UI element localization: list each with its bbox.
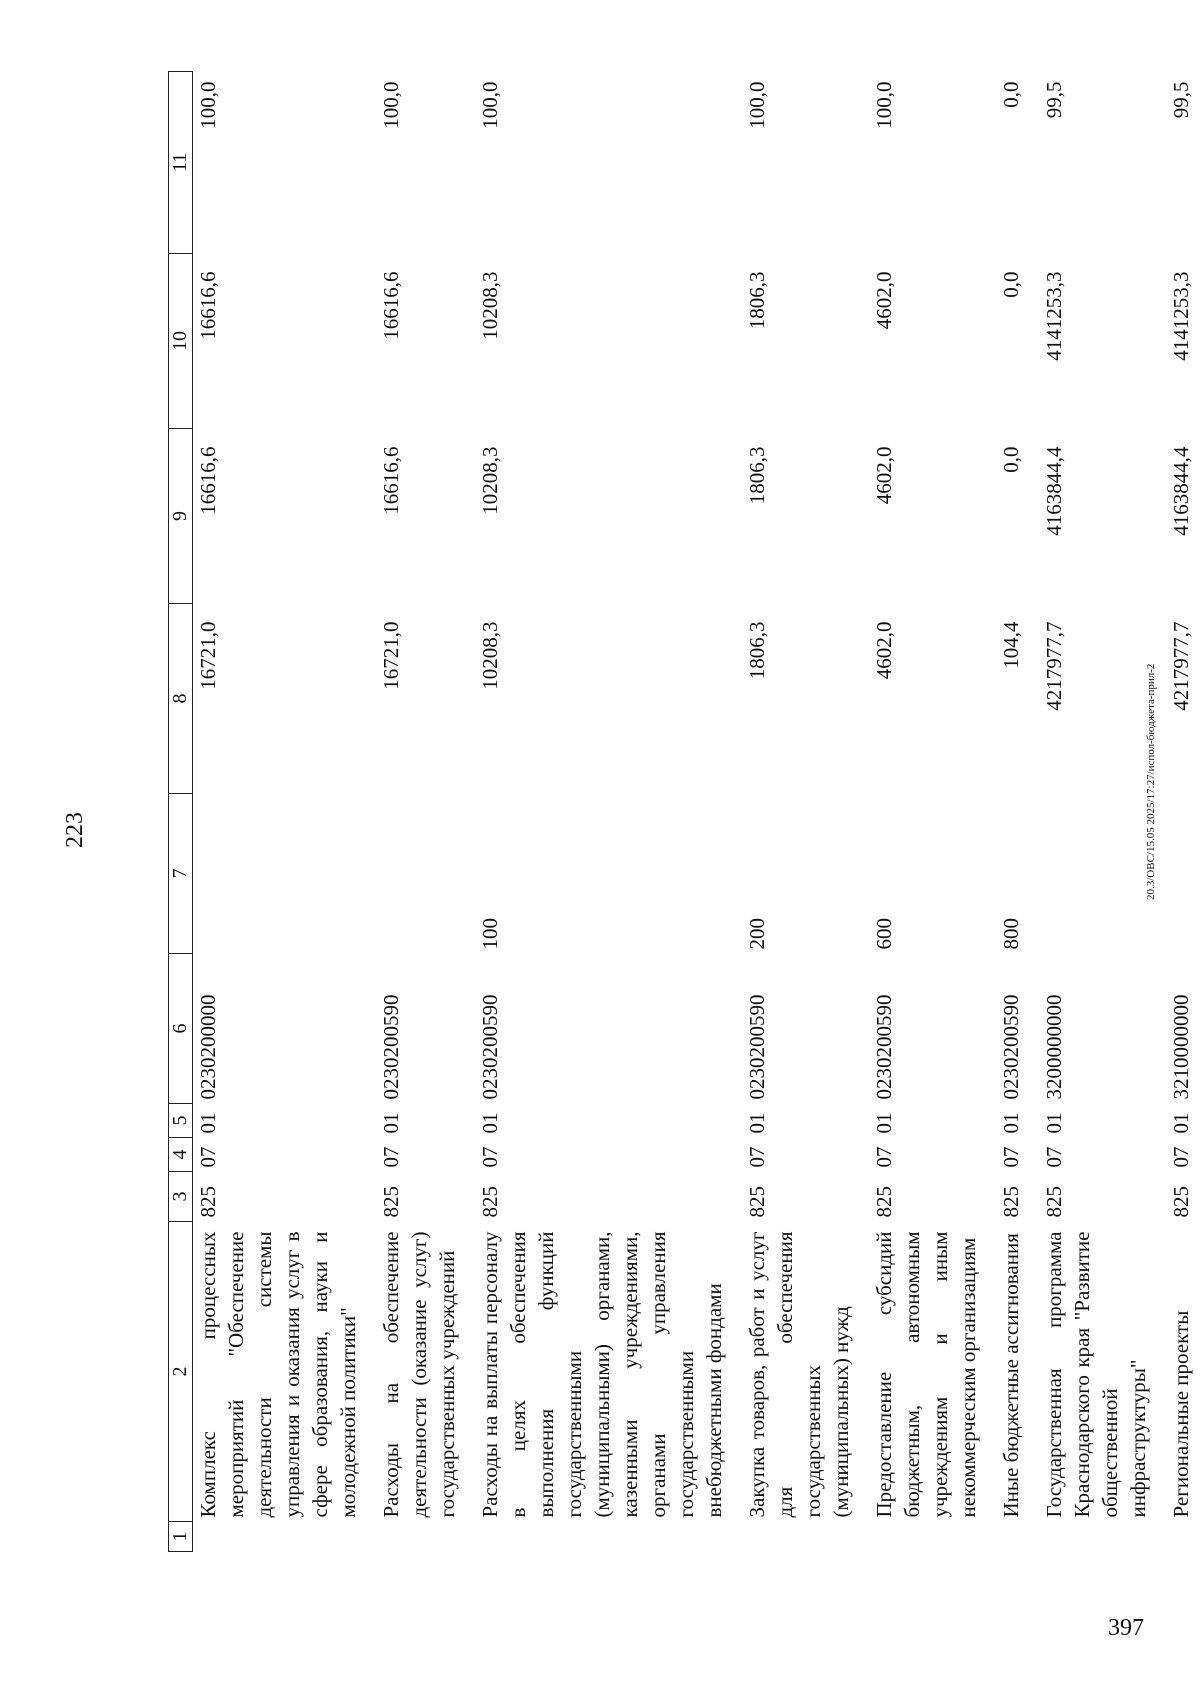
cell-subsection: 01: [196, 1112, 220, 1134]
cell-percent: 100,0: [745, 81, 769, 129]
cell-name: Иные бюджетные ассигнования: [999, 1233, 1023, 1518]
header-col-7: 7: [169, 794, 193, 954]
cell-col-1: [475, 1522, 728, 1552]
row-spacer-cell: [461, 72, 475, 1552]
cell-section: 07: [478, 1146, 502, 1168]
cell-executed: 10208,3: [478, 271, 502, 340]
table-row: [996, 72, 1025, 1552]
cell-col-1: [742, 1522, 855, 1552]
cell-subsection: 01: [379, 1112, 403, 1134]
cell-name: Комплекс процессных мероприятий "Обеспечение деятельности системы управления и оказания услуг в сфере образования, науки и молодежной политики": [196, 1231, 360, 1518]
row-spacer: [1025, 72, 1039, 1552]
cell-percent: 100,0: [872, 81, 896, 129]
header-col-3: 3: [169, 1172, 193, 1222]
cell-ministry-code: 825: [872, 1186, 896, 1218]
header-col-10: 10: [169, 254, 193, 429]
cell-approved: 16721,0: [379, 621, 403, 690]
header-col-5: 5: [169, 1104, 193, 1138]
cell-col-1: [1166, 1522, 1195, 1552]
row-spacer: [728, 72, 742, 1552]
cell-col-1: [376, 1522, 461, 1552]
cell-name: Закупка товаров, работ и услуг для обеспечения государственных (муниципальных) нужд: [745, 1231, 853, 1518]
cell-col-1: [869, 1522, 982, 1552]
cell-percent: 99,5: [1169, 81, 1193, 119]
cell-refined: 4163844,4: [1169, 446, 1193, 536]
cell-refined: 0,0: [999, 446, 1023, 473]
header-col-11: 11: [169, 72, 193, 254]
cell-expense-type: [193, 794, 363, 954]
row-spacer-cell: [362, 72, 376, 1552]
page-number-top: 223: [62, 812, 88, 848]
cell-subsection: 01: [999, 1112, 1023, 1134]
cell-section: 07: [1042, 1146, 1066, 1168]
cell-target-article: 0230200590: [872, 994, 896, 1100]
cell-expense-type: 100: [478, 918, 502, 950]
cell-target-article: 0230200590: [379, 994, 403, 1100]
cell-target-article: 0230200590: [745, 994, 769, 1100]
cell-target-article: 3210000000: [1169, 994, 1193, 1100]
cell-ministry-code: 825: [196, 1186, 220, 1218]
table-header-row: [169, 72, 193, 1552]
cell-approved: 104,4: [999, 621, 1023, 669]
cell-percent: 100,0: [478, 81, 502, 129]
cell-approved: 4217977,7: [1169, 621, 1193, 711]
budget-table: [168, 71, 1195, 1552]
cell-ministry-code: 825: [1042, 1186, 1066, 1218]
cell-executed: 0,0: [999, 271, 1023, 298]
cell-executed: 1806,3: [745, 271, 769, 330]
table-body: [193, 72, 1196, 1552]
cell-executed: 16616,6: [196, 271, 220, 340]
cell-approved: 4602,0: [872, 621, 896, 680]
cell-ministry-code: 825: [478, 1186, 502, 1218]
header-col-9: 9: [169, 429, 193, 604]
row-spacer-cell: [855, 72, 869, 1552]
table-row: [193, 72, 363, 1552]
cell-col-1: [193, 1522, 363, 1552]
cell-expense-type: 800: [999, 918, 1023, 950]
cell-col-1: [1039, 1522, 1152, 1552]
cell-refined: 16616,6: [379, 446, 403, 515]
table-row: [1039, 72, 1152, 1552]
cell-section: 07: [379, 1146, 403, 1168]
cell-percent: 100,0: [379, 81, 403, 129]
row-spacer: [982, 72, 996, 1552]
cell-approved: 4217977,7: [1042, 621, 1066, 711]
cell-section: 07: [872, 1146, 896, 1168]
row-spacer: [855, 72, 869, 1552]
cell-name: Региональные проекты: [1169, 1310, 1193, 1518]
table-row: [376, 72, 461, 1552]
cell-target-article: 3200000000: [1042, 994, 1066, 1100]
cell-name: Государственная программа Краснодарского края "Развитие общественной инфраструктуры": [1042, 1231, 1150, 1518]
cell-percent: 99,5: [1042, 81, 1066, 119]
cell-approved: 10208,3: [478, 621, 502, 690]
header-col-4: 4: [169, 1138, 193, 1172]
cell-executed: 4141253,3: [1042, 271, 1066, 361]
cell-section: 07: [999, 1146, 1023, 1168]
cell-ministry-code: 825: [379, 1186, 403, 1218]
row-spacer: [461, 72, 475, 1552]
budget-table-container: [168, 72, 1193, 1552]
cell-refined: 4163844,4: [1042, 446, 1066, 536]
header-col-2: 2: [169, 1222, 193, 1522]
row-spacer-cell: [1025, 72, 1039, 1552]
cell-approved: 1806,3: [745, 621, 769, 680]
cell-ministry-code: 825: [1169, 1186, 1193, 1218]
table-row: [475, 72, 728, 1552]
page-number-bottom: 397: [1108, 1615, 1144, 1641]
cell-subsection: 01: [872, 1112, 896, 1134]
cell-col-1: [996, 1522, 1025, 1552]
cell-subsection: 01: [1042, 1112, 1066, 1134]
cell-section: 07: [1169, 1146, 1193, 1168]
row-spacer-cell: [728, 72, 742, 1552]
cell-approved: 16721,0: [196, 621, 220, 690]
cell-refined: 10208,3: [478, 446, 502, 515]
header-col-6: 6: [169, 954, 193, 1104]
cell-section: 07: [196, 1146, 220, 1168]
cell-expense-type: 200: [745, 918, 769, 950]
cell-subsection: 01: [478, 1112, 502, 1134]
cell-name: Расходы на выплаты персоналу в целях обеспечения выполнения функций государственными (муниципальными) органами, казенными учреждениями, органами управления государственными внебюджетными фондами: [478, 1231, 726, 1518]
cell-expense-type: [376, 794, 461, 954]
cell-expense-type: [1039, 794, 1152, 954]
table-row: [742, 72, 855, 1552]
cell-name: Предоставление субсидий бюджетным, автономным учреждениям и иным некоммерческим организациям: [872, 1231, 980, 1518]
cell-percent: 100,0: [196, 81, 220, 129]
cell-ministry-code: 825: [745, 1186, 769, 1218]
footer-note: 20.3/ОВС/15.05 2025/17:27/испол-бюджета-прил-2: [1145, 663, 1157, 900]
cell-executed: 4602,0: [872, 271, 896, 330]
cell-subsection: 01: [745, 1112, 769, 1134]
cell-target-article: 0230200000: [196, 994, 220, 1100]
cell-refined: 4602,0: [872, 446, 896, 505]
table-row: [1166, 72, 1195, 1552]
cell-target-article: 0230200590: [999, 994, 1023, 1100]
row-spacer-cell: [982, 72, 996, 1552]
cell-name: Расходы на обеспечение деятельности (оказание услуг) государственных учреждений: [379, 1231, 459, 1518]
cell-executed: 4141253,3: [1169, 271, 1193, 361]
cell-section: 07: [745, 1146, 769, 1168]
cell-executed: 16616,6: [379, 271, 403, 340]
cell-expense-type: 600: [872, 918, 896, 950]
cell-expense-type: [1166, 794, 1195, 954]
cell-refined: 1806,3: [745, 446, 769, 505]
cell-ministry-code: 825: [999, 1186, 1023, 1218]
header-col-1: 1: [169, 1522, 193, 1552]
cell-percent: 0,0: [999, 81, 1023, 108]
cell-target-article: 0230200590: [478, 994, 502, 1100]
cell-refined: 16616,6: [196, 446, 220, 515]
row-spacer: [362, 72, 376, 1552]
cell-subsection: 01: [1169, 1112, 1193, 1134]
table-row: [869, 72, 982, 1552]
header-col-8: 8: [169, 604, 193, 794]
